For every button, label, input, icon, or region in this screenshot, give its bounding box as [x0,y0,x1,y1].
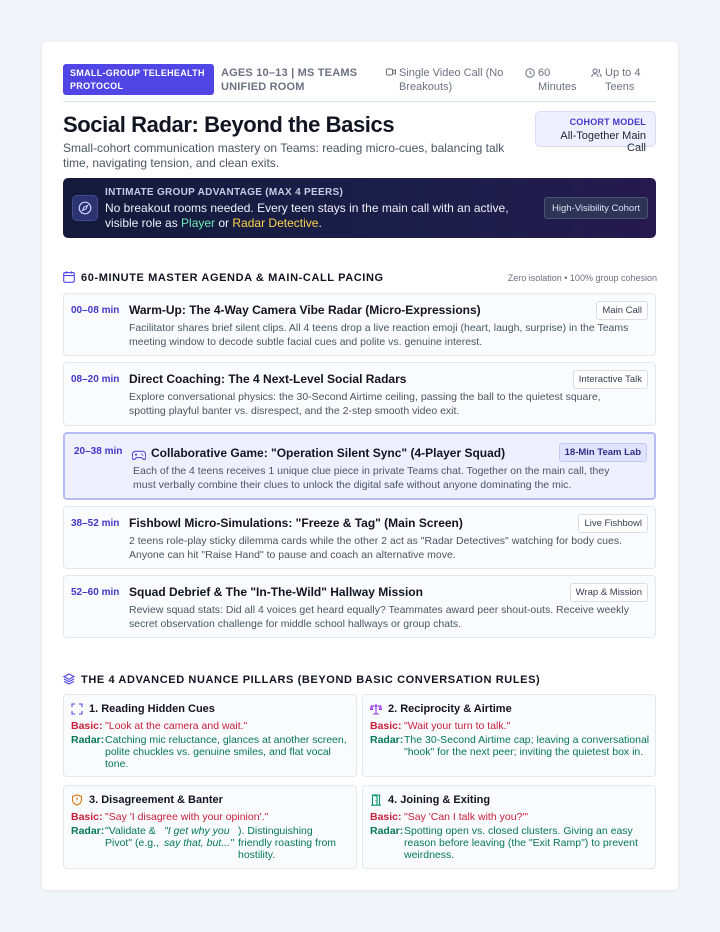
pillar-card [63,694,357,777]
agenda-tag: 18-Min Team Lab [559,443,647,462]
pillars-heading [63,673,540,686]
pillar-card [63,785,357,869]
agenda-time: 08–20 min [71,374,120,385]
compass-icon [72,195,98,221]
agenda-title: Squad Debrief & The "In-The-Wild" Hallway Mission [129,585,423,599]
banner-body: No breakout rooms needed. Every teen stays in the main call with an active, visible role as Player or Radar Detective. [105,201,509,230]
pillar-basic: Basic: "Look at the camera and wait." [71,720,248,732]
agenda-title: Direct Coaching: The 4 Next-Level Social Radars [129,372,407,386]
capacity-meta [591,66,655,94]
pillar-card [362,694,656,777]
agenda-item [63,506,656,569]
gamepad-icon [132,448,146,460]
layers-icon [63,673,76,686]
agenda-time: 20–38 min [74,446,123,457]
shield-icon [71,794,83,806]
pillar-title: 3. Disagreement & Banter [89,794,223,806]
agenda-tag: Main Call [596,301,648,320]
agenda-desc: Each of the 4 teens receives 1 unique clue piece in private Teams chat. Together on the main call, they must verbally combine their clues to unlock the digital safe without anyone dominating the mic. [133,465,610,491]
agenda-desc: Facilitator shares brief silent clips. All 4 teens drop a live reaction emoji (heart, laugh, surprise) in the Teams meeting window to decode subtle facial cues and polite vs. genuine interest. [129,322,629,348]
protocol-badge: SMALL-GROUP TELEHEALTH PROTOCOL [63,64,214,95]
cohort-model-box [535,111,656,154]
agenda-heading [63,271,384,284]
agenda-tag: Live Fishbowl [578,514,648,533]
agenda-desc: 2 teens role-play sticky dilemma cards while the other 2 act as "Radar Detectives" watching for body cues. Anyone can hit "Raise Hand" to pause and coach an alternative move. [129,535,623,561]
pillar-basic: Basic: "Wait your turn to talk." [370,720,511,732]
capacity-label: Up to 4 Teens [605,66,641,93]
scale-icon [370,703,382,715]
page-title: Social Radar: Beyond the Basics [63,112,395,137]
call-type-label: Single Video Call (No Breakouts) [399,66,504,93]
agenda-title: Warm-Up: The 4-Way Camera Vibe Radar (Micro-Expressions) [129,303,481,317]
pillar-basic: Basic: "Say 'I disagree with your opinion'." [71,811,269,823]
protocol-page [42,42,678,890]
agenda-note: Zero isolation • 100% group cohesion [507,273,657,283]
agenda-tag: Interactive Talk [573,370,648,389]
agenda-title: Collaborative Game: "Operation Silent Sync" (4-Player Squad) [151,446,506,460]
pillar-title: 2. Reciprocity & Airtime [388,703,512,715]
pillar-title: 4. Joining & Exiting [388,794,491,806]
pillar-radar: Radar: Spotting open vs. closed clusters. Giving an easy reason before leaving (the "Exit Ramp") to prevent weirdness. [370,825,638,861]
scan-icon [71,703,83,715]
agenda-time: 00–08 min [71,305,120,316]
call-type-meta [386,66,514,94]
users-icon [591,68,602,78]
agenda-title: Fishbowl Micro-Simulations: "Freeze & Tag" (Main Screen) [129,516,463,530]
advantage-banner [63,178,656,238]
agenda-item [63,575,656,638]
video-icon [386,68,396,76]
cohort-model-value: All-Together Main Call [560,130,646,154]
radar-role: Radar Detective [232,216,319,230]
pillar-radar: Radar: "Validate & Pivot" (e.g., "I get why you say that, but..." ). Distinguishing friendly roasting from hostility. [71,825,337,861]
pillar-card [362,785,656,869]
agenda-desc: Review squad stats: Did all 4 voices get heard equally? Teammates award peer shout-outs. Receive weekly secret observation challenge for middle school hallways or group chats. [129,604,629,630]
duration-label: 60 Minutes [538,66,577,93]
ages-label: AGES 10–13 | MS TEAMS UNIFIED ROOM [221,66,358,93]
header-bar [63,64,656,102]
calendar-icon [63,271,76,284]
agenda-time: 52–60 min [71,587,120,598]
cohort-model-label: COHORT MODEL [569,117,646,127]
pillar-radar: Radar: The 30-Second Airtime cap; leaving a conversational "hook" for the next peer; inviting the quietest box in. [370,734,650,758]
door-icon [370,794,382,806]
duration-meta [525,66,581,94]
agenda-item [63,293,656,356]
page-subtitle: Small-cohort communication mastery on Teams: reading micro-cues, balancing talk time, navigating tension, and clean exits. [63,141,505,170]
agenda-tag: Wrap & Mission [570,583,648,602]
pillars-heading-text: THE 4 ADVANCED NUANCE PILLARS (BEYOND BASIC CONVERSATION RULES) [81,673,541,686]
pillar-title: 1. Reading Hidden Cues [89,703,215,715]
banner-title: INTIMATE GROUP ADVANTAGE (MAX 4 PEERS) [105,187,344,198]
clock-icon [525,68,535,78]
agenda-desc: Explore conversational physics: the 30-Second Airtime ceiling, passing the ball to the quietest square, spotting playful banter vs. disrespect, and the 2-step smooth video exit. [129,391,601,417]
pillar-radar: Radar: Catching mic reluctance, glances at another screen, polite chuckles vs. genuine smiles, and flat vocal tone. [71,734,347,770]
high-visibility-tag: High-Visibility Cohort [544,197,648,219]
agenda-time: 38–52 min [71,518,120,529]
agenda-heading-text: 60-MINUTE MASTER AGENDA & MAIN-CALL PACING [81,271,384,284]
agenda-item-highlighted [63,432,656,500]
agenda-item [63,362,656,426]
pillar-basic: Basic: "Say 'Can I talk with you?'" [370,811,529,823]
player-role: Player [181,216,216,230]
